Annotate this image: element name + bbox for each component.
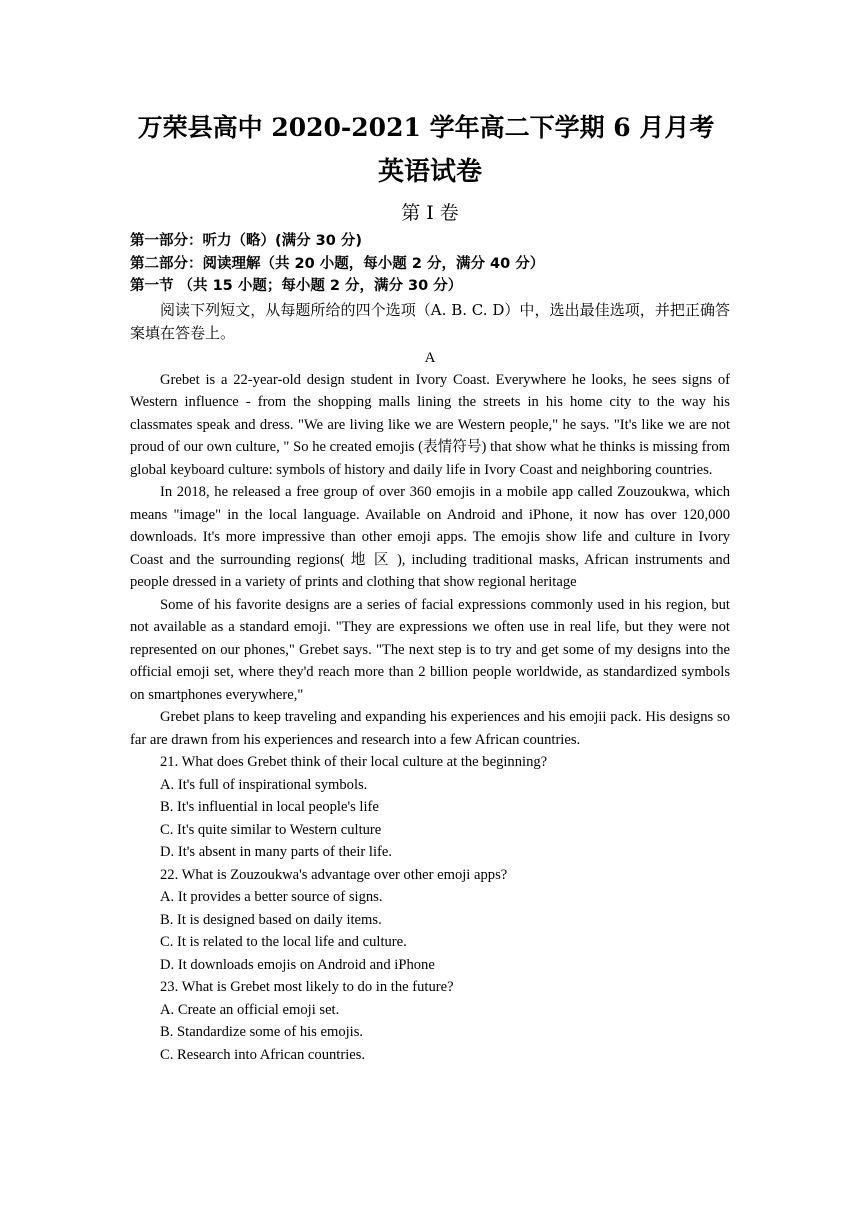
option-23-b: B. Standardize some of his emojis. (160, 1024, 364, 1040)
part2-heading: 第二部分：阅读理解（共 20 小题，每小题 2 分，满分 40 分） (130, 255, 545, 272)
exam-page (130, 108, 730, 1066)
passage-paragraph-3: Some of his favorite designs are a series of facial expressions commonly used in his region, but not available as a standard emoji. "They are expressions we often use in real life, but they were not represented on our phones," Grebet says. "The next step is to try and get some of my designs into the official emoji set, where they'd reach more than 2 billion people worldwide, as standardized symbols on smartphones everywhere," (130, 596, 730, 703)
option-22-a: A. It provides a better source of signs. (160, 889, 383, 905)
section1-heading: 第一节 （共 15 小题；每小题 2 分，满分 30 分） (130, 278, 463, 294)
passage-letter: A (424, 349, 436, 366)
passage-paragraph-1: Grebet is a 22-year-old design student in Ivory Coast. Everywhere he looks, he sees signs of Western influence - from the shopping malls lining the streets in his home city to the way his classmates speak and dress. "We are living like we are Western people," he says. "It's like we are not proud of our own culture, " So he created emojis (表情符号) that show what he thinks is missing from global keyboard culture: symbols of history and daily life in Ivory Coast and neighboring countries. (130, 371, 730, 478)
exam-subject-title: 英语试卷 (377, 157, 482, 187)
option-23-a: A. Create an official emoji set. (160, 1001, 340, 1018)
exam-title: 万荣县高中 2020-2021 学年高二下学期 6 月月考 (137, 113, 715, 142)
question-23: 23. What is Grebet most likely to do in the future? (160, 979, 454, 995)
option-21-a: A. It's full of inspirational symbols. (160, 776, 368, 793)
passage-paragraph-2: In 2018, he released a free group of over 360 emojis in a mobile app called Zouzoukwa, which means "image" in the local language. Available on Android and iPhone, it now has over 120,000 downloads. It's more impressive than other emoji apps. The emojis show life and culture in Ivory Coast and the surrounding regions( 地 区 ), including traditional masks, African instruments and people dressed in a variety of prints and clothing that show regional heritage (130, 484, 730, 590)
option-22-b: B. It is designed based on daily items. (160, 911, 382, 928)
volume-heading: 第 I 卷 (401, 202, 459, 224)
option-22-d: D. It downloads emojis on Android and iPhone (160, 956, 435, 973)
part1-heading: 第一部分：听力（略）(满分 30 分) (130, 233, 363, 249)
option-22-c: C. It is related to the local life and culture. (160, 934, 407, 950)
question-22: 22. What is Zouzoukwa's advantage over other emoji apps? (160, 866, 508, 883)
passage-paragraph-4: Grebet plans to keep traveling and expanding his experiences and his emojii pack. His designs so far are drawn from his experiences and research into a few African countries. (130, 709, 730, 748)
instructions: 阅读下列短文，从每题所给的四个选项（A. B. C. D）中，选出最佳选项，并把正确答案填在答卷上。 (130, 300, 730, 342)
option-21-d: D. It's absent in many parts of their life. (160, 844, 393, 860)
question-21: 21. What does Grebet think of their local culture at the beginning? (160, 754, 548, 770)
option-21-b: B. It's influential in local people's life (160, 799, 379, 815)
option-21-c: C. It's quite similar to Western culture (160, 821, 382, 838)
option-23-c: C. Research into African countries. (160, 1046, 366, 1063)
